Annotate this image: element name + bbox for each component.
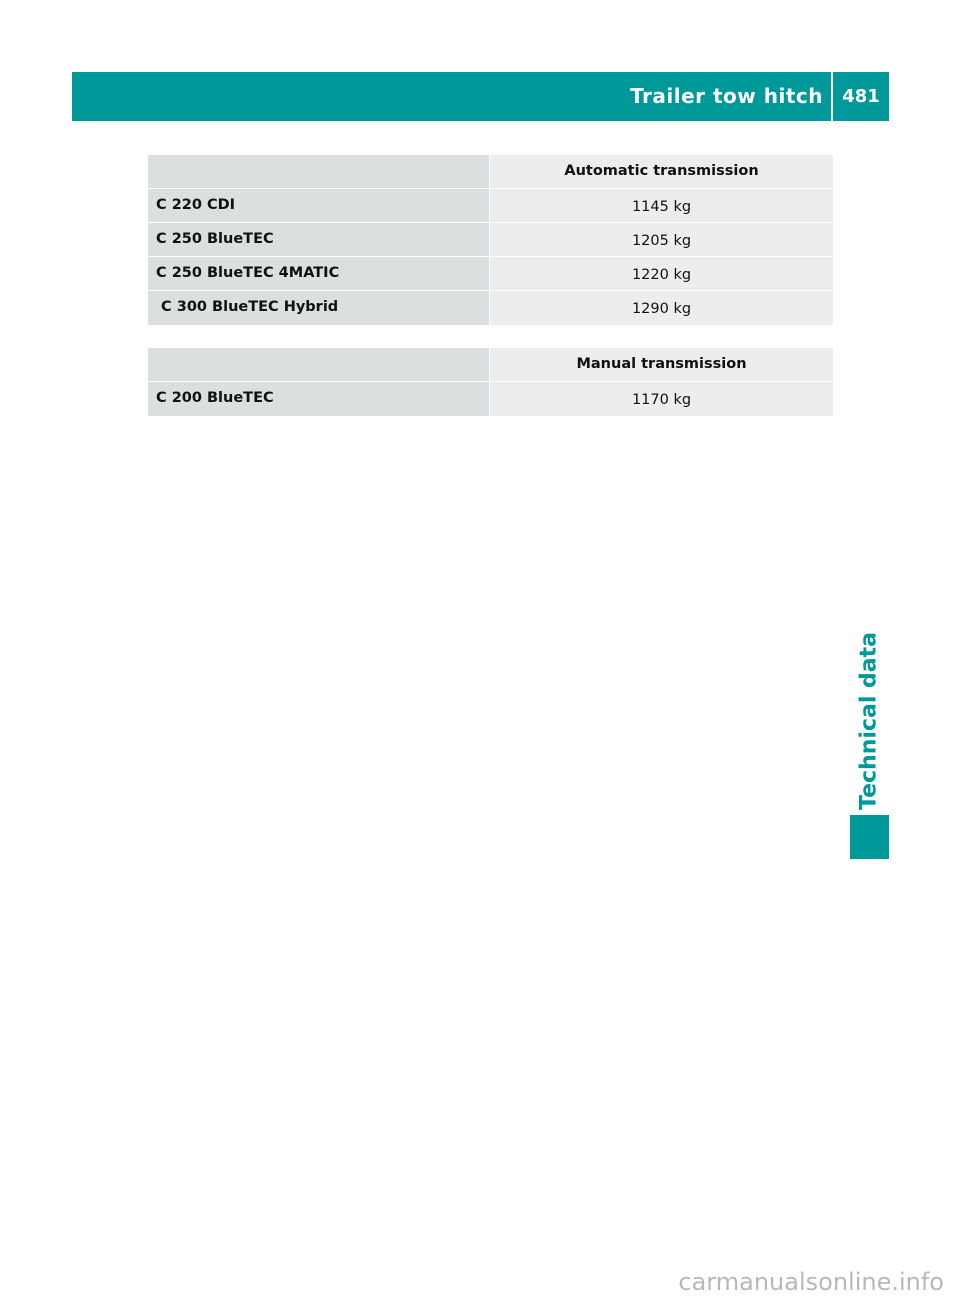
table-row xyxy=(148,223,833,257)
table-row xyxy=(148,189,833,223)
side-section-tab xyxy=(847,628,891,813)
automatic-transmission-table xyxy=(148,155,833,325)
header-bar xyxy=(72,72,889,121)
model-name: C 300 BlueTEC Hybrid xyxy=(148,291,490,325)
trailer-load-value: 1170 kg xyxy=(490,382,833,416)
manual-transmission-header: Manual transmission xyxy=(490,348,833,381)
table-header-row xyxy=(148,348,833,382)
table-row xyxy=(148,382,833,416)
page-number: 481 xyxy=(842,86,880,107)
model-name: C 250 BlueTEC 4MATIC xyxy=(148,257,490,290)
model-name: C 220 CDI xyxy=(148,189,490,222)
table-header-row xyxy=(148,155,833,189)
section-title: Trailer tow hitch xyxy=(630,84,823,108)
model-column-header xyxy=(148,155,490,188)
table-row xyxy=(148,257,833,291)
side-section-label: Technical data xyxy=(856,631,882,810)
model-name: C 200 BlueTEC xyxy=(148,382,490,416)
automatic-transmission-header: Automatic transmission xyxy=(490,155,833,188)
trailer-load-value: 1290 kg xyxy=(490,291,833,325)
table-row xyxy=(148,291,833,325)
model-name: C 250 BlueTEC xyxy=(148,223,490,256)
watermark-text: carmanualsonline.info xyxy=(678,1268,944,1296)
model-column-header xyxy=(148,348,490,381)
manual-transmission-table xyxy=(148,348,833,416)
side-tab-marker xyxy=(850,815,889,859)
trailer-load-value: 1220 kg xyxy=(490,257,833,290)
trailer-load-value: 1205 kg xyxy=(490,223,833,256)
trailer-load-value: 1145 kg xyxy=(490,189,833,222)
